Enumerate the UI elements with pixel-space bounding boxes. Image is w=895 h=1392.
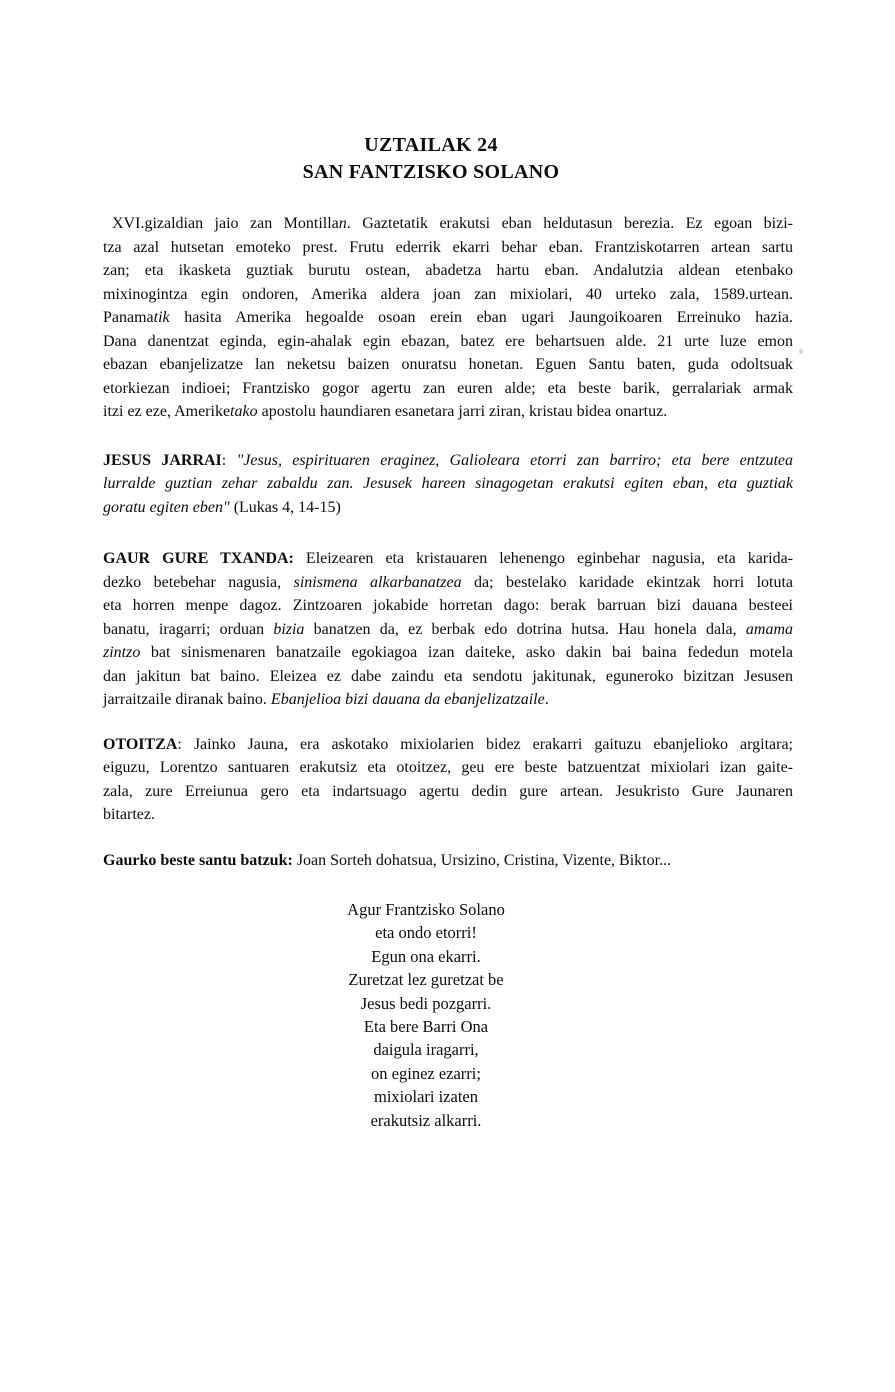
- text-run: zala, zure Erreiunua gero eta indartsuago agertu dedin gure artean. Jesukristo Gure Jaunaren: [103, 782, 793, 800]
- page-title: [86, 132, 776, 186]
- text-run: tza azal hutsetan emoteko prest. Frutu ederrik ekarri behar eban. Frantziskotarren artean sartu: [103, 238, 793, 256]
- text-run: eiguzu, Lorentzo santuaren erakutsiz eta otoitzez, geu ere beste batzuentzat mixiolari izan gaite-: [103, 759, 793, 776]
- text-line: [103, 353, 793, 377]
- text-line: [103, 756, 793, 780]
- text-line: [103, 306, 793, 330]
- text-line: [103, 547, 793, 571]
- text-line: [103, 377, 793, 401]
- text-line: [103, 212, 793, 236]
- title-saint-line: SAN FANTZISKO SOLANO: [302, 161, 560, 183]
- text-line: [103, 571, 793, 595]
- poem-line: mixiolari izaten: [373, 1087, 478, 1107]
- text-line: [103, 641, 793, 665]
- text-run: OTOITZA: [103, 735, 178, 753]
- text-line: [103, 496, 793, 520]
- text-line: [103, 330, 793, 354]
- text-run: XVI.gizaldian jaio zan Montilla: [112, 215, 339, 232]
- text-run: . Gaztetatik erakutsi eban heldutasun berezia. Ez egoan bizi-: [346, 215, 793, 232]
- text-run: eta horren menpe dagoz. Zintzoaren jokabide horretan dago: berak barruan bizi dauana besteei: [103, 597, 793, 614]
- text-run: goratu egiten eben": [103, 498, 230, 516]
- text-run: tako: [230, 403, 258, 420]
- text-run: dan jakitun bat baino. Eleizea ez dabe zaindu eta sendotu jakitunak, eguneroko bizitzan Jesusen: [103, 667, 793, 685]
- text-line: [103, 688, 793, 712]
- poem-line: erakutsiz alkarri.: [370, 1110, 482, 1130]
- poem-line: Eta bere Barri Ona: [363, 1017, 489, 1037]
- poem-line: daigula iragarri,: [373, 1040, 479, 1060]
- text-run: etorkiezan indioei; Frantzisko gogor agertu zan euren alde; eta beste barik, gerralariak armak: [103, 379, 793, 397]
- text-run: amama: [745, 620, 793, 638]
- text-run: banatzen da, ez berbak edo dotrina hutsa. Hau honela dala,: [304, 620, 746, 638]
- text-line: [103, 472, 793, 496]
- text-run: sinismena alkarbanatzea: [293, 573, 462, 591]
- text-run: ebazan ebanjelizatze lan neketsu baizen onuratsu honetan. Eguen Santu baten, guda odoltsuak: [103, 356, 793, 373]
- text-run: Joan Sorteh dohatsua, Ursizino, Cristina, Vizente, Biktor...: [292, 851, 672, 869]
- text-run: Eleizearen eta kristauaren lehenengo eginbehar nagusia, eta karida-: [293, 550, 793, 567]
- paragraph-otoitza: [103, 733, 793, 827]
- text-run: Panama: [103, 309, 154, 326]
- paragraph-gaur-gure-txanda: [103, 547, 793, 712]
- text-line: [103, 849, 793, 873]
- paragraph-jesus-jarrai: [103, 449, 793, 520]
- paragraph-santu-batzuk: [103, 849, 793, 873]
- text-run: jarraitzaile diranak baino.: [103, 691, 271, 708]
- text-run: da; bestelako karidade ekintzak horri lotuta: [461, 573, 794, 591]
- text-run: Ebanjelioa bizi dauana da ebanjelizatzaile: [270, 691, 545, 708]
- text-run: Gaurko beste santu batzuk:: [103, 851, 293, 869]
- text-line: [103, 283, 793, 307]
- text-line: [103, 803, 793, 827]
- text-run: JESUS JARRAI: [103, 451, 222, 469]
- poem-line: Egun ona ekarri.: [371, 946, 481, 966]
- paragraph-biography: [103, 212, 793, 424]
- poem-line: Agur Frantzisko Solano: [347, 900, 505, 919]
- text-line: [103, 665, 793, 689]
- text-run: hasita Amerika hegoalde osoan erein eban ugari Jaungoikoaren Erreinuko hazia.: [169, 309, 793, 326]
- text-run: (Lukas 4, 14-15): [229, 498, 341, 516]
- poem-line: eta ondo etorri!: [375, 923, 477, 943]
- poem: [81, 898, 771, 1132]
- text-run: apostolu haundiaren esanetara jarri ziran, kristau bidea onartuz.: [257, 403, 668, 420]
- text-run: : Jainko Jauna, era askotako mixiolarien bidez erakarri gaituzu ebanjelioko argitara;: [177, 735, 793, 753]
- text-line: [103, 236, 793, 260]
- document-page: [103, 132, 793, 1132]
- document-sections: [103, 212, 793, 872]
- text-line: [103, 733, 793, 757]
- text-run: bizia: [273, 620, 305, 638]
- text-run: n: [338, 215, 347, 232]
- scan-artifact: [799, 349, 803, 354]
- text-line: [103, 780, 793, 804]
- text-line: [103, 259, 793, 283]
- text-run: banatu, iragarri; orduan: [103, 620, 274, 638]
- text-run: GAUR GURE TXANDA:: [103, 550, 294, 567]
- title-date-line: UZTAILAK 24: [364, 134, 498, 156]
- text-run: mixinogintza egin ondoren, Amerika aldera joan zan mixiolari, 40 urteko zala, 1589.urtean.: [103, 285, 793, 303]
- text-line: [103, 400, 793, 424]
- text-line: [103, 594, 793, 618]
- poem-line: Zuretzat lez guretzat be: [348, 970, 504, 990]
- text-run: bat sinismenaren banatzaile egokiagoa izan daiteke, asko dakin bai baina fededun motela: [140, 644, 793, 661]
- text-run: tik: [153, 309, 170, 326]
- text-run: "Jesus, espirituaren eraginez, Galioleara etorri zan barriro; eta bere entzutea: [236, 451, 793, 469]
- text-run: dezko betebehar nagusia,: [103, 573, 294, 591]
- text-line: [103, 618, 793, 642]
- poem-line: Jesus bedi pozgarri.: [360, 993, 492, 1013]
- text-run: zan; eta ikasketa guztiak burutu ostean, abadetza hartu eban. Andalutzia aldean etenbako: [103, 262, 793, 279]
- text-run: .: [544, 691, 549, 708]
- text-run: zintzo: [103, 644, 141, 661]
- poem-line: on eginez ezarri;: [371, 1063, 481, 1083]
- text-line: [103, 449, 793, 473]
- text-run: Dana danentzat eginda, egin-ahalak egin ebazan, batez ere behartsuen alde. 21 urte luze emon: [103, 332, 793, 350]
- text-run: bitartez.: [103, 806, 155, 823]
- text-run: itzi ez eze, Amerike: [103, 403, 231, 420]
- text-run: lurralde guztian zehar zabaldu zan. Jesusek hareen sinagogetan erakutsi egiten eban, eta guztiak: [103, 475, 793, 492]
- text-run: :: [221, 451, 237, 469]
